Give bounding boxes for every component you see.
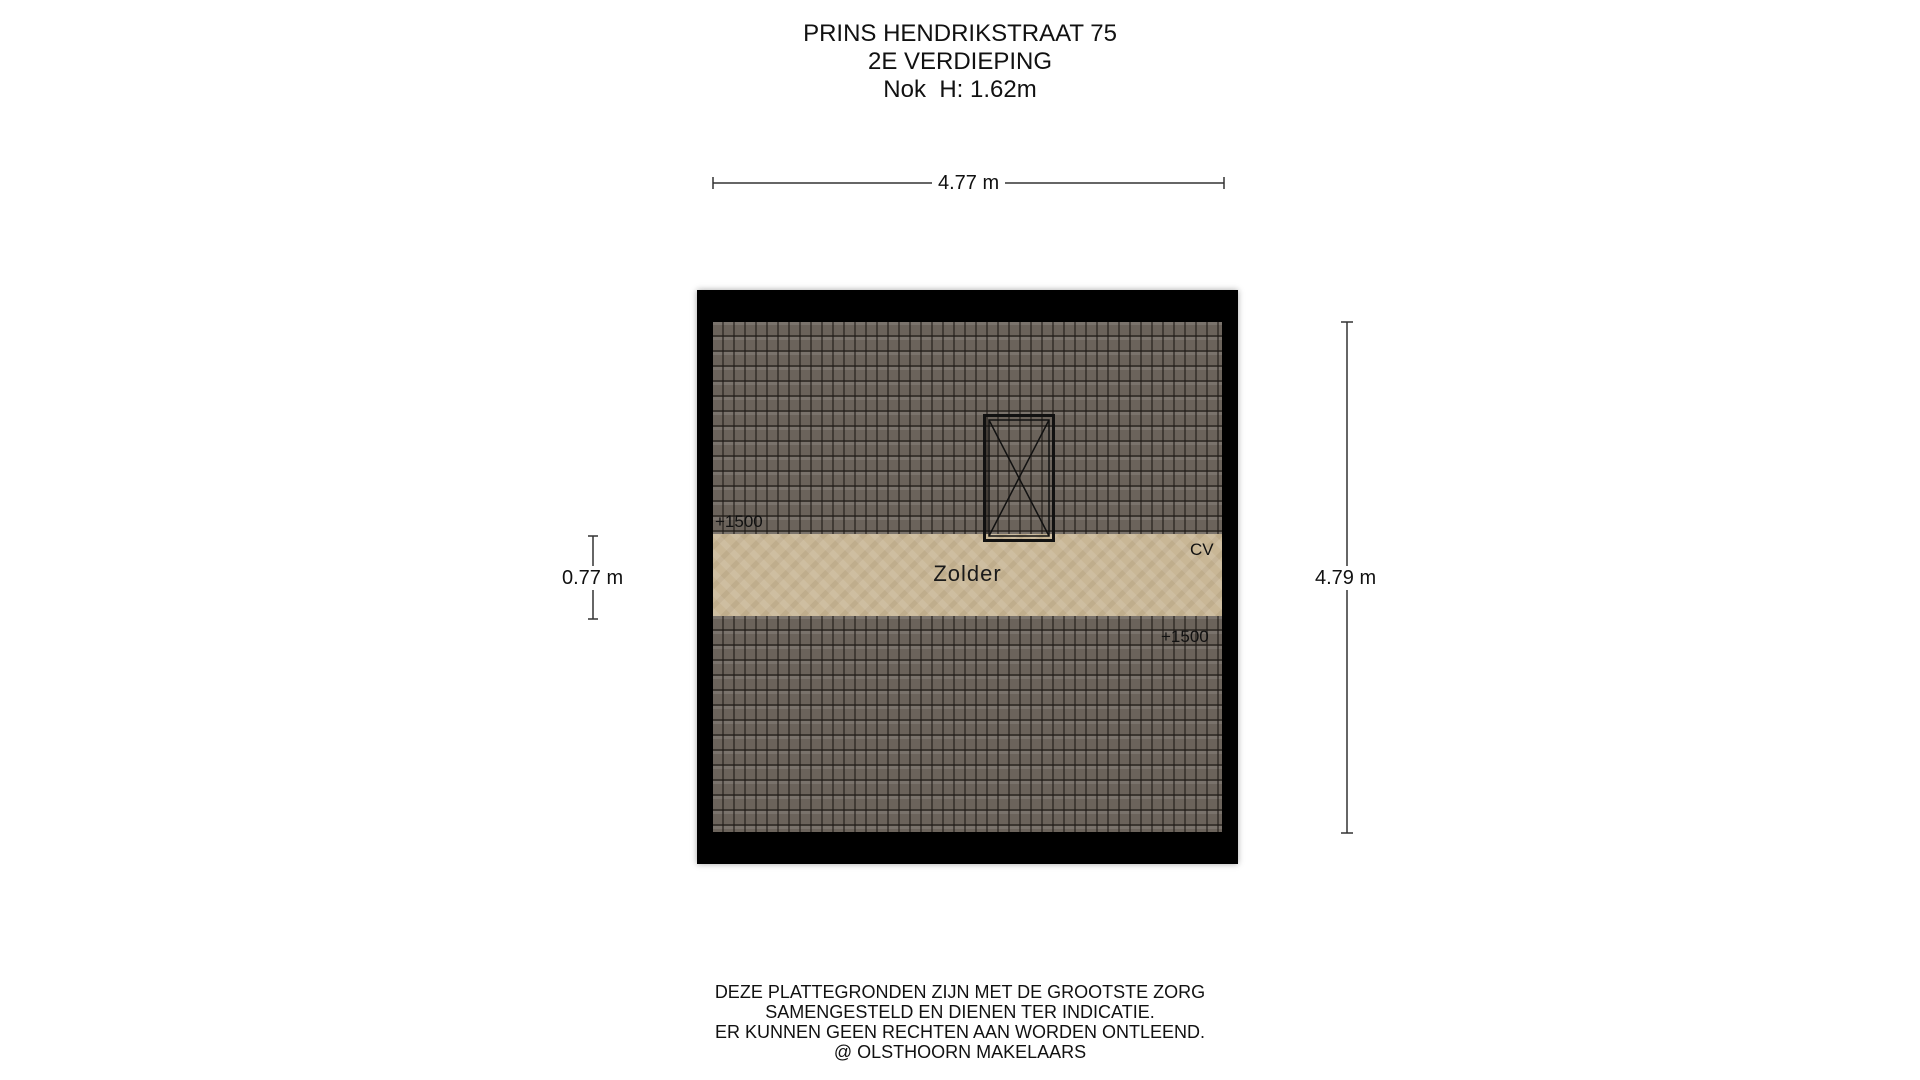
- attic-floor-plan: [697, 290, 1238, 864]
- roof-hatch-icon: [983, 414, 1055, 542]
- width-dimension-label: 4.77 m: [932, 171, 1005, 195]
- height-mark-left: +1500: [715, 512, 763, 531]
- height-mark-right: +1500: [1161, 627, 1209, 646]
- cv-label: CV: [1190, 540, 1214, 559]
- disclaimer-line: DEZE PLATTEGRONDEN ZIJN MET DE GROOTSTE ZORG: [714, 982, 1206, 1002]
- plan-header: [0, 20, 1920, 104]
- ridge-height: Nok H: 1.62m: [883, 76, 1037, 103]
- disclaimer-line: @ OLSTHOORN MAKELAARS: [833, 1042, 1087, 1062]
- address-title: PRINS HENDRIKSTRAAT 75: [803, 20, 1117, 47]
- room-name-zolder: Zolder: [933, 561, 1002, 586]
- disclaimer: [0, 982, 1920, 1062]
- disclaimer-line: ER KUNNEN GEEN RECHTEN AAN WORDEN ONTLEEND.: [714, 1022, 1206, 1042]
- roof-slope-top: [713, 322, 1222, 534]
- disclaimer-line: SAMENGESTELD EN DIENEN TER INDICATIE.: [765, 1002, 1155, 1022]
- floor-title: 2E VERDIEPING: [867, 48, 1053, 75]
- roof-slope-bottom: [713, 616, 1222, 832]
- depth-dimension-label: 4.79 m: [1309, 566, 1382, 590]
- strip-dimension-label: 0.77 m: [556, 566, 629, 590]
